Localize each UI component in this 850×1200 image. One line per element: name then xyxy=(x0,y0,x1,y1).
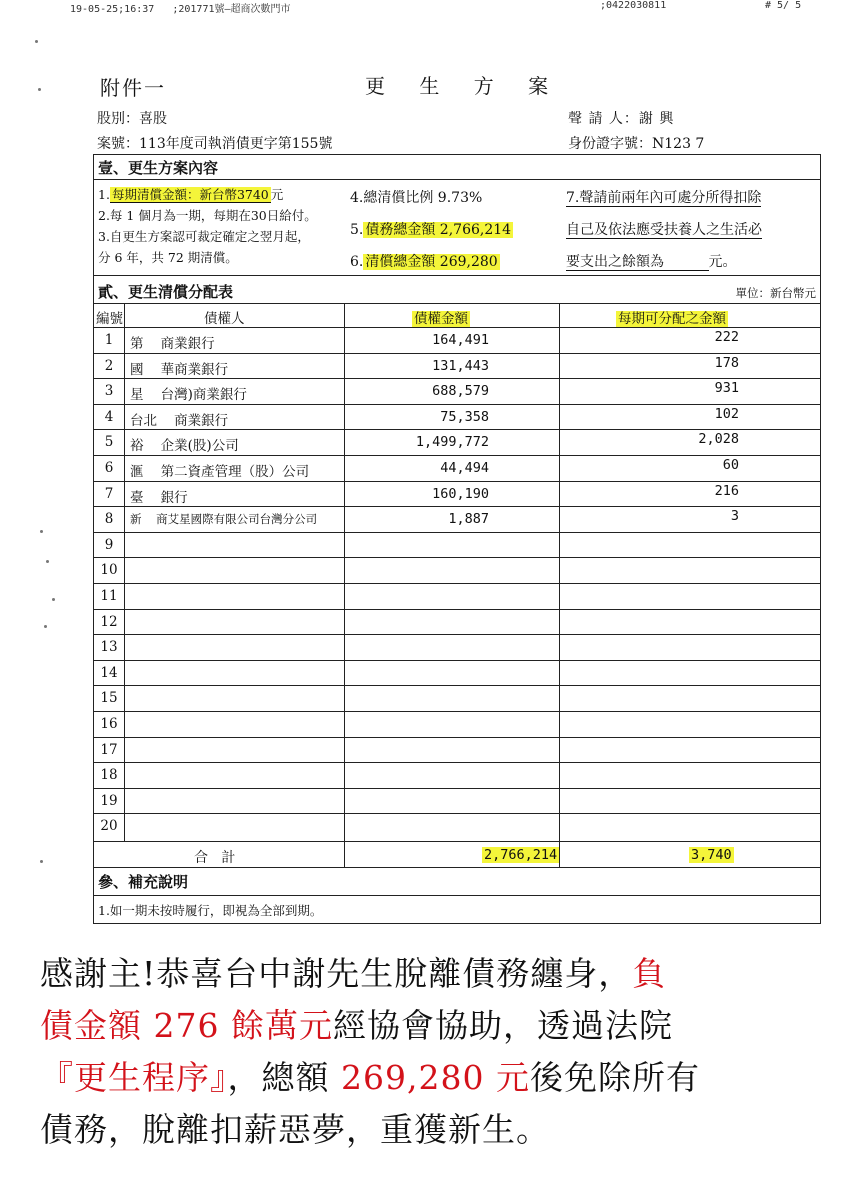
row-11-no: 11 xyxy=(100,588,118,604)
col-header-creditor: 債權人 xyxy=(204,311,245,327)
plan-item-7a: 7.聲請前兩年內可處分所得扣除 xyxy=(566,190,762,206)
fax-header-middle: ;0422030811 xyxy=(600,0,667,11)
row-9-no: 9 xyxy=(104,536,114,553)
row-5-creditor: 裕 企業(股)公司 xyxy=(130,438,239,455)
row-divider xyxy=(94,737,820,738)
row-6-no: 6 xyxy=(104,460,114,476)
row-divider xyxy=(94,481,820,482)
row-19-no: 19 xyxy=(100,792,118,809)
page-title: 更 生 方 案 xyxy=(365,74,563,98)
row-6-amount: 44,494 xyxy=(440,460,489,476)
row-5-per-period: 2,028 xyxy=(698,431,739,448)
row-12-no: 12 xyxy=(100,613,118,630)
col-header-amount: 債權金額 xyxy=(414,311,468,327)
row-3-amount: 688,579 xyxy=(432,383,489,400)
row-16-no: 16 xyxy=(100,716,118,732)
row-6-creditor: 滙 第二資產管理（股）公司 xyxy=(130,464,310,480)
row-18-no: 18 xyxy=(100,767,118,784)
plan-item-5: 5. 債務總金額 2,766,214 xyxy=(350,222,512,238)
row-divider xyxy=(94,609,820,610)
plan-item-4: 4.總清償比例 9.73% xyxy=(350,190,483,206)
row-divider xyxy=(94,429,820,430)
row-10-no: 10 xyxy=(100,562,118,579)
row-5-no: 5 xyxy=(104,434,114,451)
row-divider xyxy=(94,788,820,789)
row-4-amount: 75,358 xyxy=(440,408,489,425)
highlight-per-period: 每期清償金額：新台幣3740 xyxy=(111,187,269,202)
plan-item-6: 6. 清償總金額 269,280 xyxy=(350,254,498,270)
row-14-no: 14 xyxy=(100,664,118,681)
total-amount: 2,766,214 xyxy=(484,847,558,863)
row-divider xyxy=(94,378,820,379)
row-divider xyxy=(94,583,820,584)
row-4-per-period: 102 xyxy=(714,405,739,422)
row-4-creditor: 台北 商業銀行 xyxy=(130,412,229,429)
row-1-amount: 164,491 xyxy=(432,332,489,348)
row-8-no: 8 xyxy=(104,511,114,528)
row-3-no: 3 xyxy=(104,383,114,400)
row-divider xyxy=(94,634,820,635)
row-1-no: 1 xyxy=(104,332,114,348)
row-15-no: 15 xyxy=(100,690,118,707)
row-2-no: 2 xyxy=(104,357,114,374)
row-7-creditor: 臺 銀行 xyxy=(130,489,188,506)
row-3-creditor: 星 台灣)商業銀行 xyxy=(130,387,247,404)
distribution-table xyxy=(94,303,820,841)
plan-table-frame xyxy=(93,154,821,924)
plan-item-3b: 分 6 年，共 72 期清償。 xyxy=(98,250,238,265)
row-6-per-period: 60 xyxy=(722,457,739,473)
col-header-per-period: 每期可分配之金額 xyxy=(618,311,726,327)
row-divider xyxy=(94,685,820,686)
row-8-creditor: 新 商艾星國際有限公司台灣分公司 xyxy=(130,512,318,527)
plan-item-2: 2.每 1 個月為一期，每期在30日給付。 xyxy=(98,208,317,223)
plan-item-7c: 要支出之餘額為 元。 xyxy=(566,254,737,270)
total-label: 合 計 xyxy=(194,850,236,866)
col-header-no: 編號 xyxy=(96,311,123,327)
plan-item-3a: 3.自更生方案認可裁定確定之翌月起， xyxy=(98,229,310,244)
row-divider xyxy=(94,532,820,533)
supplement-item-1: 1.如一期未按時履行，即視為全部到期。 xyxy=(98,903,323,918)
row-divider xyxy=(94,506,820,507)
row-5-amount: 1,499,772 xyxy=(415,434,489,451)
row-2-per-period: 178 xyxy=(714,354,739,371)
fax-header-right: # 5/ 5 xyxy=(765,0,802,11)
row-divider xyxy=(94,404,820,405)
caption-text: 感謝主!恭喜台中謝先生脫離債務纏身，負 債金額 276 餘萬元經協會協助，透過法院 『更生程序』，總額 269,280 元後免除所有 債務，脫離扣薪惡夢，重獲新生。 xyxy=(40,954,700,1149)
plan-item-7b: 自己及依法應受扶養人之生活必 xyxy=(566,222,762,238)
row-divider xyxy=(94,762,820,763)
row-divider xyxy=(94,455,820,456)
row-1-creditor: 第 商業銀行 xyxy=(130,336,215,352)
section3-title: 參、補充說明 xyxy=(98,873,189,891)
row-17-no: 17 xyxy=(100,741,118,758)
case-number: 案號：113年度司執消債更字第155號 xyxy=(97,136,333,152)
row-20-no: 20 xyxy=(100,818,118,835)
row-7-amount: 160,190 xyxy=(432,485,489,502)
section2-title: 貳、更生清償分配表 xyxy=(98,283,234,301)
row-8-amount: 1,887 xyxy=(448,511,489,528)
row-7-per-period: 216 xyxy=(714,482,739,499)
row-1-per-period: 222 xyxy=(714,329,739,345)
stock-label: 股別：喜股 xyxy=(97,111,167,127)
row-divider xyxy=(94,711,820,712)
row-4-no: 4 xyxy=(104,408,114,425)
unit-label: 單位：新台幣元 xyxy=(735,286,816,300)
row-3-per-period: 931 xyxy=(714,380,739,397)
row-8-per-period: 3 xyxy=(730,508,739,525)
row-13-no: 13 xyxy=(100,639,118,656)
total-per-period: 3,740 xyxy=(691,847,732,863)
fax-header-left: 19-05-25;16:37 ;201771號—超商次數門市 xyxy=(70,4,291,15)
row-divider xyxy=(94,557,820,558)
section1-title: 壹、更生方案內容 xyxy=(98,159,219,177)
highlight-total-debt: 債務總金額 2,766,214 xyxy=(365,222,512,238)
row-7-no: 7 xyxy=(104,485,114,502)
annex-label: 附件一 xyxy=(100,76,166,100)
row-divider xyxy=(94,353,820,354)
id-number: 身份證字號：N123 7 xyxy=(568,136,705,152)
row-2-creditor: 國 華商業銀行 xyxy=(130,361,229,378)
plan-item-1: 1. 每期清償金額：新台幣3740 元 xyxy=(98,187,284,202)
row-2-amount: 131,443 xyxy=(432,357,489,374)
highlight-total-repay: 清償總金額 269,280 xyxy=(365,254,498,270)
row-divider xyxy=(94,660,820,661)
row-divider xyxy=(94,813,820,814)
applicant: 聲 請 人：謝 興 xyxy=(568,111,675,127)
